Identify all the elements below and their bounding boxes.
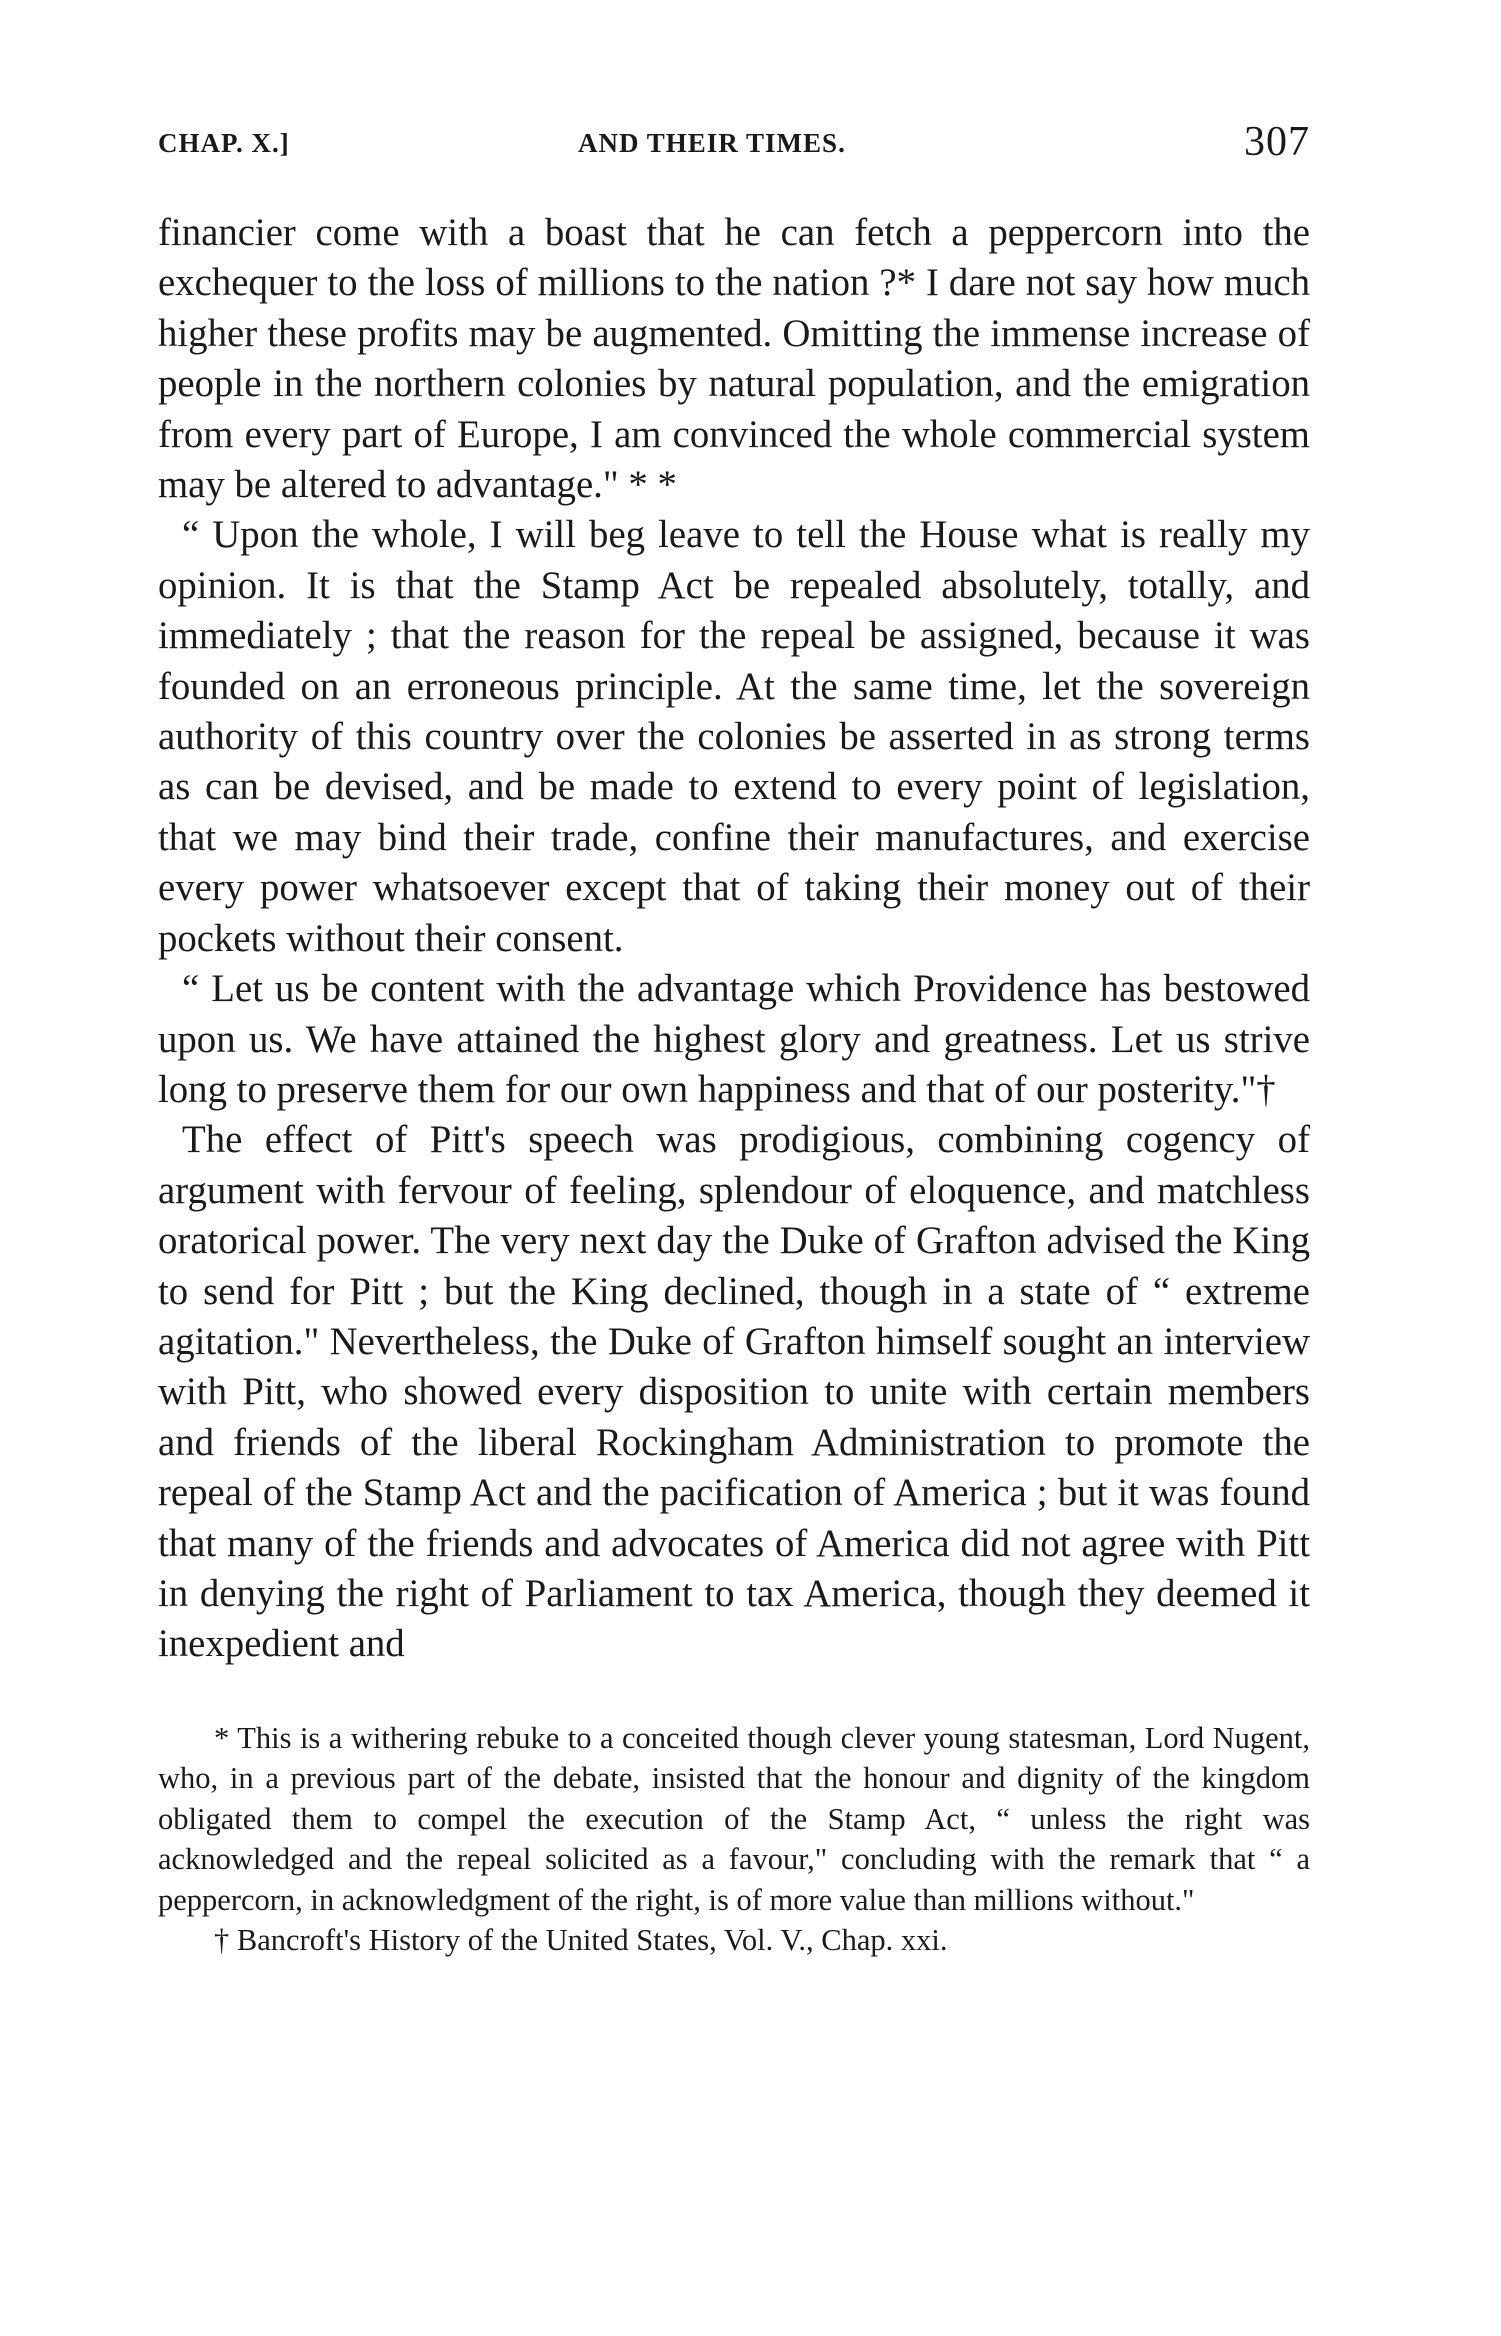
paragraph: “ Upon the whole, I will beg leave to tell the House what is really my opinion. It is that the Stamp Act be repealed absolutely, totally, and immediately ; that the reason for the repeal be assigned, because it was founded on an erroneous principle. At the same time, let the sovereign authority of this country over the colonies be asserted in as strong terms as can be devised, and be made to extend to every point of legislation, that we may bind their trade, confine their manufactures, and exercise every power whatsoever except that of taking their money out of their pockets without their consent.: [158, 513, 1310, 960]
page-number: 307: [1244, 119, 1310, 165]
chapter-label: CHAP. X.]: [158, 128, 290, 158]
footnotes: [158, 1718, 1310, 1961]
book-page: [158, 118, 1310, 1961]
footnote-asterisk: * This is a withering rebuke to a conceited though clever young statesman, Lord Nugent, who, in a previous part of the debate, insisted that the honour and dignity of the kingdom obligated them to compel the execution of the Stamp Act, “ unless the right was acknowledged and the repeal solicited as a favour," concluding with the remark that “ a peppercorn, in acknowledgment of the right, is of more value than millions without.": [158, 1720, 1310, 1917]
footnote-dagger: † Bancroft's History of the United States, Vol. V., Chap. xxi.: [214, 1923, 948, 1958]
running-title: AND THEIR TIMES.: [578, 128, 846, 158]
paragraph: The effect of Pitt's speech was prodigious, combining cogency of argument with fervour of feeling, splendour of eloquence, and matchless oratorical power. The very next day the Duke of Grafton advised the King to send for Pitt ; but the King declined, though in a state of “ extreme agitation." Nevertheless, the Duke of Grafton himself sought an interview with Pitt, who showed every disposition to unite with certain members and friends of the liberal Rockingham Administration to promote the repeal of the Stamp Act and the pacification of America ; but it was found that many of the friends and advocates of America did not agree with Pitt in denying the right of Parliament to tax America, though they deemed it inexpedient and: [158, 1118, 1310, 1666]
running-head: [158, 118, 1310, 178]
paragraph-continued: financier come with a boast that he can fetch a peppercorn into the exchequer to the loss of millions to the nation ?* I dare not say how much higher these profits may be augmented. Omitting the immense increase of people in the northern colonies by natural population, and the emigration from every part of Europe, I am convinced the whole commercial system may be altered to advantage." * *: [158, 211, 1310, 507]
body-text: [158, 208, 1310, 1670]
paragraph: “ Let us be content with the advantage which Providence has bestowed upon us. We have attained the highest glory and greatness. Let us strive long to preserve them for our own happiness and that of our posterity."†: [158, 967, 1310, 1111]
